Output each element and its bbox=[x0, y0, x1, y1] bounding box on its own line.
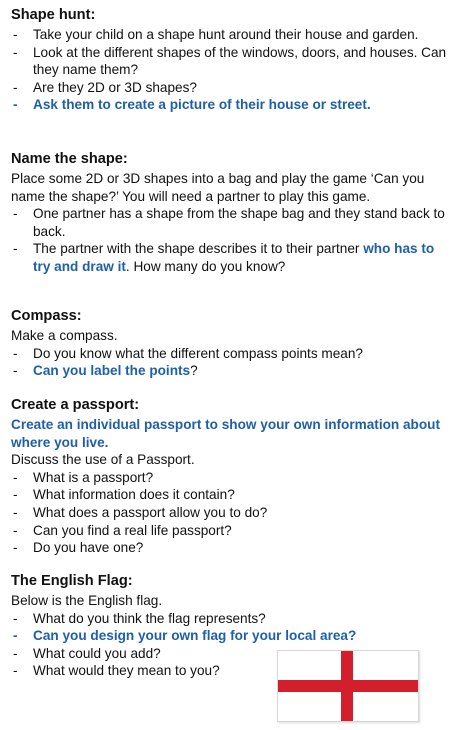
item-highlight-text: Can you label the points bbox=[33, 363, 191, 379]
list-item: - What could you add? bbox=[11, 645, 447, 663]
list-item: - What is a passport? bbox=[11, 469, 447, 487]
english-flag-intro: Below is the English flag. bbox=[11, 593, 163, 608]
compass-heading: Compass: bbox=[11, 308, 82, 324]
item-text-end: . How many do you know? bbox=[125, 258, 286, 274]
list-item: - Can you find a real life passport? bbox=[11, 522, 447, 540]
passport-blue-intro: Create an individual passport to show your own information about where you live. bbox=[11, 417, 440, 450]
list-item: - Take your child on a shape hunt around their house and garden. bbox=[11, 26, 447, 44]
list-item: - What does a passport allow you to do? bbox=[11, 504, 447, 522]
compass-intro: Make a compass. bbox=[11, 328, 118, 343]
passport-intro: Discuss the use of a Passport. bbox=[11, 452, 195, 468]
section-compass bbox=[11, 307, 447, 380]
list-item: - One partner has a shape from the shape bag and they stand back to back. bbox=[11, 205, 447, 240]
list-item: - Are they 2D or 3D shapes? bbox=[11, 79, 447, 97]
list-item: - Do you have one? bbox=[11, 539, 447, 557]
list-item-highlight: - Ask them to create a picture of their house or street. bbox=[11, 96, 447, 114]
name-the-shape-heading: Name the shape: bbox=[11, 151, 128, 167]
compass-list bbox=[11, 345, 447, 380]
section-shape-hunt bbox=[11, 6, 447, 114]
list-item-highlight: - Can you design your own flag for your local area? bbox=[11, 627, 447, 645]
passport-list bbox=[11, 469, 447, 557]
item-highlight-text: who has to try and draw it bbox=[33, 241, 435, 274]
english-flag-heading: The English Flag: bbox=[11, 573, 133, 589]
english-flag-image bbox=[277, 650, 419, 722]
list-item: - Do you know what the different compass points mean? bbox=[11, 345, 447, 363]
item-text-end: ? bbox=[190, 363, 198, 379]
name-the-shape-list bbox=[11, 205, 447, 275]
list-item: - What information does it contain? bbox=[11, 486, 447, 504]
section-name-the-shape bbox=[11, 150, 447, 276]
shape-hunt-list bbox=[11, 26, 447, 114]
flag-cross-vertical bbox=[341, 651, 353, 721]
list-item: - What do you think the flag represents? bbox=[11, 610, 447, 628]
section-passport bbox=[11, 396, 447, 557]
passport-heading: Create a passport: bbox=[11, 397, 140, 413]
list-item bbox=[11, 240, 447, 275]
name-the-shape-intro: Place some 2D or 3D shapes into a bag and play the game ‘Can you name the shape?’ You will need a partner to play this game. bbox=[11, 171, 425, 204]
shape-hunt-heading: Shape hunt: bbox=[11, 7, 96, 23]
list-item: - Look at the different shapes of the windows, doors, and houses. Can they name them? bbox=[11, 44, 447, 79]
list-item: - What would they mean to you? bbox=[11, 662, 447, 680]
list-item bbox=[11, 362, 447, 380]
item-text: The partner with the shape describes it to their partner bbox=[33, 241, 364, 257]
